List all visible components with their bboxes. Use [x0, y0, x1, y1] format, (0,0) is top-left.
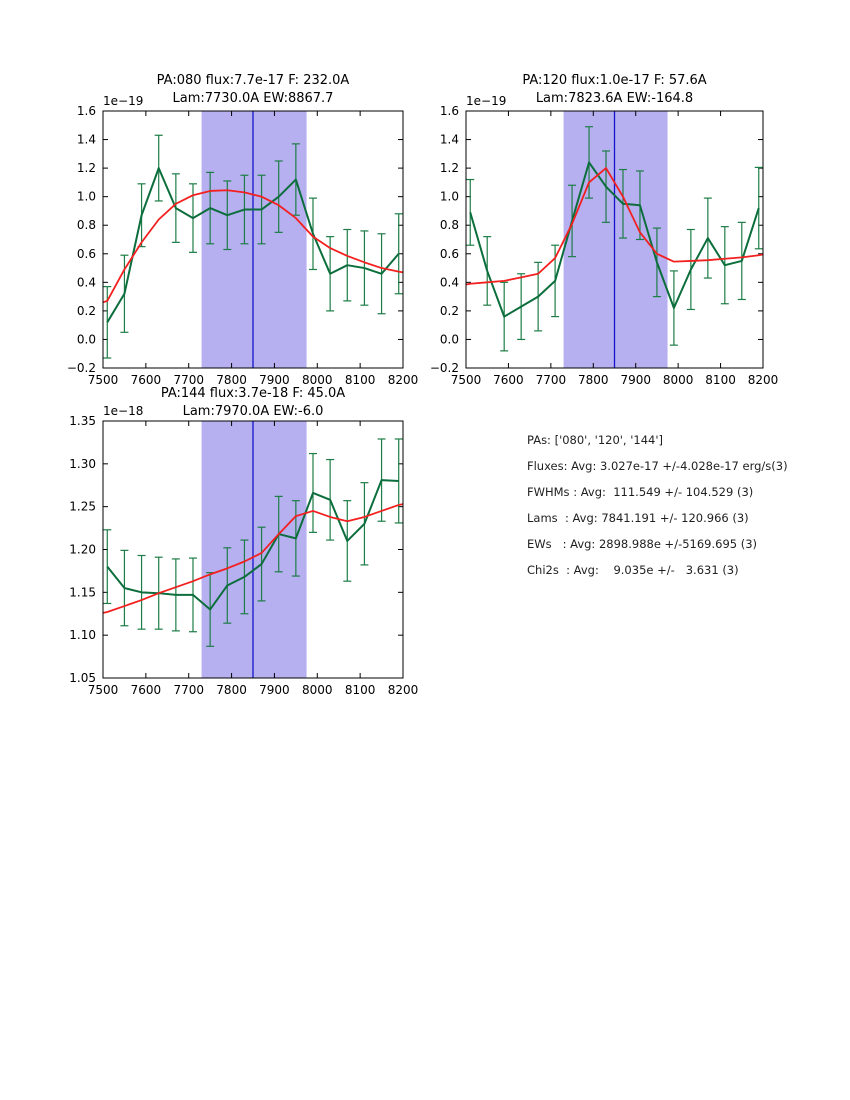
svg-text:7800: 7800 — [578, 373, 609, 387]
svg-text:1e−19: 1e−19 — [103, 94, 144, 108]
svg-text:1.0: 1.0 — [439, 189, 459, 204]
svg-text:1.4: 1.4 — [76, 132, 96, 147]
svg-text:1.10: 1.10 — [69, 628, 96, 643]
svg-text:0.4: 0.4 — [439, 275, 459, 290]
svg-text:7900: 7900 — [620, 373, 651, 387]
stats-line-fluxes: Fluxes: Avg: 3.027e-17 +/-4.028e-17 erg/s(3) — [527, 459, 788, 473]
plot-pa120-title-line1: PA:120 flux:1.0e-17 F: 57.6A — [522, 73, 707, 88]
svg-text:7500: 7500 — [87, 683, 119, 697]
svg-text:0.0: 0.0 — [76, 332, 96, 347]
svg-text:1e−18: 1e−18 — [103, 404, 144, 418]
svg-text:1.4: 1.4 — [439, 132, 459, 147]
svg-text:7900: 7900 — [259, 373, 290, 387]
stats-panel — [527, 427, 788, 583]
svg-text:1.30: 1.30 — [69, 456, 96, 471]
svg-text:0.2: 0.2 — [439, 303, 459, 318]
plot-pa080-title-line2: Lam:7730.0A EW:8867.7 — [172, 91, 334, 106]
stats-line-lams: Lams : Avg: 7841.191 +/- 120.966 (3) — [527, 511, 749, 525]
svg-text:1.0: 1.0 — [76, 189, 96, 204]
svg-text:7600: 7600 — [130, 373, 162, 387]
stats-line-fwhms: FWHMs : Avg: 111.549 +/- 104.529 (3) — [527, 485, 754, 499]
svg-text:7900: 7900 — [259, 683, 290, 697]
svg-text:8100: 8100 — [344, 683, 376, 697]
svg-text:1.20: 1.20 — [69, 542, 96, 557]
svg-text:8200: 8200 — [747, 373, 779, 387]
svg-text:1.2: 1.2 — [439, 161, 459, 176]
svg-text:0.8: 0.8 — [439, 218, 459, 233]
plot-pa144-title — [103, 385, 403, 421]
svg-text:7500: 7500 — [87, 373, 119, 387]
stats-line-pas: PAs: ['080', '120', '144'] — [527, 433, 664, 447]
svg-text:0.0: 0.0 — [439, 332, 459, 347]
plot-pa144-title-line1: PA:144 flux:3.7e-18 F: 45.0A — [160, 386, 346, 401]
svg-text:8000: 8000 — [302, 373, 333, 387]
svg-text:1.2: 1.2 — [76, 161, 96, 176]
plot-pa120-title-line2: Lam:7823.6A EW:-164.8 — [535, 91, 694, 106]
svg-text:7700: 7700 — [173, 683, 204, 697]
svg-text:1.6: 1.6 — [76, 104, 96, 118]
plot-pa080-title — [103, 72, 403, 108]
svg-text:1.6: 1.6 — [439, 104, 459, 118]
svg-text:8000: 8000 — [662, 373, 694, 387]
svg-text:7500: 7500 — [450, 373, 482, 387]
stats-line-ews: EWs : Avg: 2898.988e +/-5169.695 (3) — [527, 537, 758, 551]
stats-line-chi2s: Chi2s : Avg: 9.035e +/- 3.631 (3) — [527, 563, 739, 577]
svg-text:7700: 7700 — [173, 373, 204, 387]
svg-text:1e−19: 1e−19 — [466, 94, 507, 108]
svg-text:7700: 7700 — [535, 373, 567, 387]
svg-text:7800: 7800 — [216, 373, 247, 387]
svg-text:−0.2: −0.2 — [66, 361, 96, 375]
svg-text:7800: 7800 — [216, 683, 247, 697]
svg-text:0.6: 0.6 — [439, 246, 459, 261]
plot-pa144-title-line2: Lam:7970.0A EW:-6.0 — [182, 404, 324, 419]
svg-text:0.6: 0.6 — [76, 246, 96, 261]
svg-text:0.4: 0.4 — [76, 275, 96, 290]
svg-text:8000: 8000 — [302, 683, 333, 697]
svg-text:8100: 8100 — [705, 373, 736, 387]
svg-text:8200: 8200 — [387, 373, 419, 387]
svg-text:0.2: 0.2 — [76, 303, 96, 318]
svg-text:7600: 7600 — [493, 373, 524, 387]
svg-text:1.25: 1.25 — [69, 499, 96, 514]
svg-text:1.15: 1.15 — [69, 585, 96, 600]
svg-text:−0.2: −0.2 — [429, 361, 459, 375]
svg-text:8200: 8200 — [387, 683, 419, 697]
svg-text:1.05: 1.05 — [69, 671, 96, 685]
plot-pa120-title — [466, 72, 763, 108]
svg-text:7600: 7600 — [130, 683, 162, 697]
svg-text:8100: 8100 — [344, 373, 376, 387]
plot-pa080-title-line1: PA:080 flux:7.7e-17 F: 232.0A — [156, 73, 350, 88]
svg-text:0.8: 0.8 — [76, 218, 96, 233]
svg-text:1.35: 1.35 — [69, 414, 96, 428]
